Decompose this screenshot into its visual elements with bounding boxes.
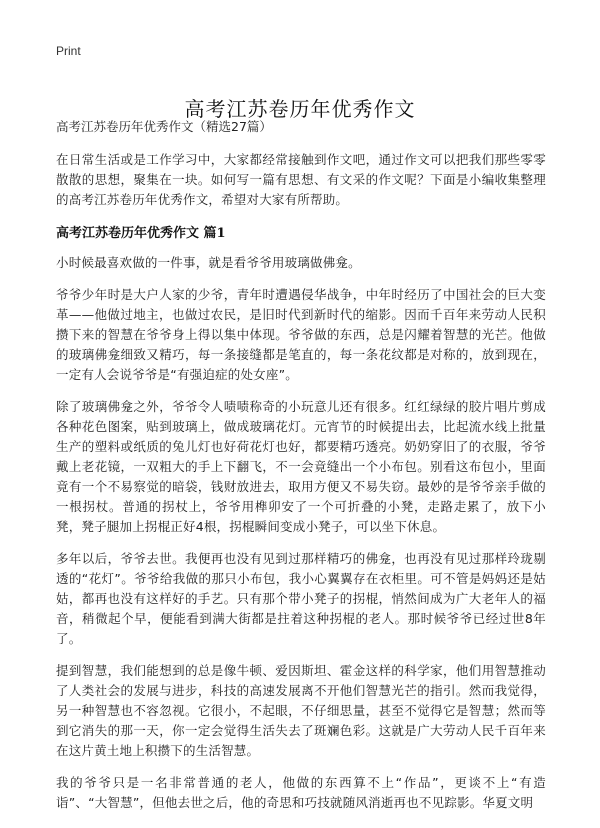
section-title: 高考江苏卷历年优秀作文 篇1 — [56, 226, 226, 241]
page-title: 高考江苏卷历年优秀作文 — [184, 97, 416, 122]
intro-paragraph: 在日常生活或是工作学习中，大家都经常接触到作文吧，通过作文可以把我们那些零零散散的思想，聚集在一块。如何写一篇有思想、有文采的作文呢？下面是小编收集整理的高考江苏卷历年优秀作文，希望对大家有所帮助。 — [56, 152, 546, 207]
article-body — [56, 118, 546, 825]
body-paragraph: 多年以后，爷爷去世。我便再也没有见到过那样精巧的佛龛，也再没有见过那样玲珑剔透的“花灯”。爷爷给我做的那只小布包，我小心翼翼存在衣柜里。可不管是妈妈还是姑姑，都再也没有这样好的手艺。只有那个带小凳子的拐棍，悄然间成为广大老年人的福音，稍微起个早，便能看到满大街都是拄着这种拐棍的老人。那时候爷爷已经过世8年了。 — [56, 551, 546, 646]
print-link[interactable]: Print — [56, 44, 81, 58]
body-paragraph: 小时候最喜欢做的一件事，就是看爷爷用玻璃做佛龛。 — [56, 255, 361, 270]
body-paragraph: 提到智慧，我们能想到的总是像牛顿、爱因斯坦、霍金这样的科学家，他们用智慧推动了人类社会的发展与进步，科技的高速发展离不开他们智慧光芒的指引。然而我觉得，另一种智慧也不容忽视。它很小，不起眼，不仔细思量，甚至不觉得它是智慧；然而等到它消失的那一天，你一定会觉得生活失去了斑斓色彩。这就是广大劳动人民千百年来在这片黄土地上积攒下的生活智慧。 — [56, 663, 546, 758]
body-paragraph: 除了玻璃佛龛之外，爷爷令人啧啧称奇的小玩意儿还有很多。红红绿绿的胶片唱片剪成各种花色图案，贴到玻璃上，做成玻璃花灯。元宵节的时候提出去，比起流水线上批量生产的塑料或纸质的兔儿灯也好荷花灯也好，都要精巧透亮。奶奶穿旧了的衣服，爷爷戴上老花镜，一双粗大的手上下翻飞，不一会竟缝出一个小布包。别看这布包小，里面竟有一个不易察觉的暗袋，钱财放进去，取用方便又不易失窃。最妙的是爷爷亲手做的一根拐杖。普通的拐杖上，爷爷用榫卯安了一个可折叠的小凳，走路走累了，放下小凳，凳子腿加上拐棍正好4根，拐棍瞬间变成小凳子，可以坐下休息。 — [56, 399, 546, 534]
body-paragraph: 爷爷少年时是大户人家的少爷，青年时遭遇侵华战争，中年时经历了中国社会的巨大变革——他做过地主，也做过农民，是旧时代到新时代的缩影。因而千百年来劳动人民积攒下来的智慧在爷爷身上得以集中体现。爷爷做的东西，总是闪耀着智慧的光芒。他做的玻璃佛龛细致又精巧，每一条接缝都是笔直的，每一条花纹都是对称的，放到现在，一定有人会说爷爷是“有强迫症的处女座”。 — [56, 287, 546, 382]
body-paragraph: 我的爷爷只是一名非常普通的老人，他做的东西算不上“作品”，更谈不上“有造诣”、“大智慧”，但他去世之后，他的奇思和巧技就随风消逝再也不见踪影。华夏文明 — [56, 775, 546, 810]
article-subtitle: 高考江苏卷历年优秀作文（精选27篇） — [56, 119, 272, 134]
